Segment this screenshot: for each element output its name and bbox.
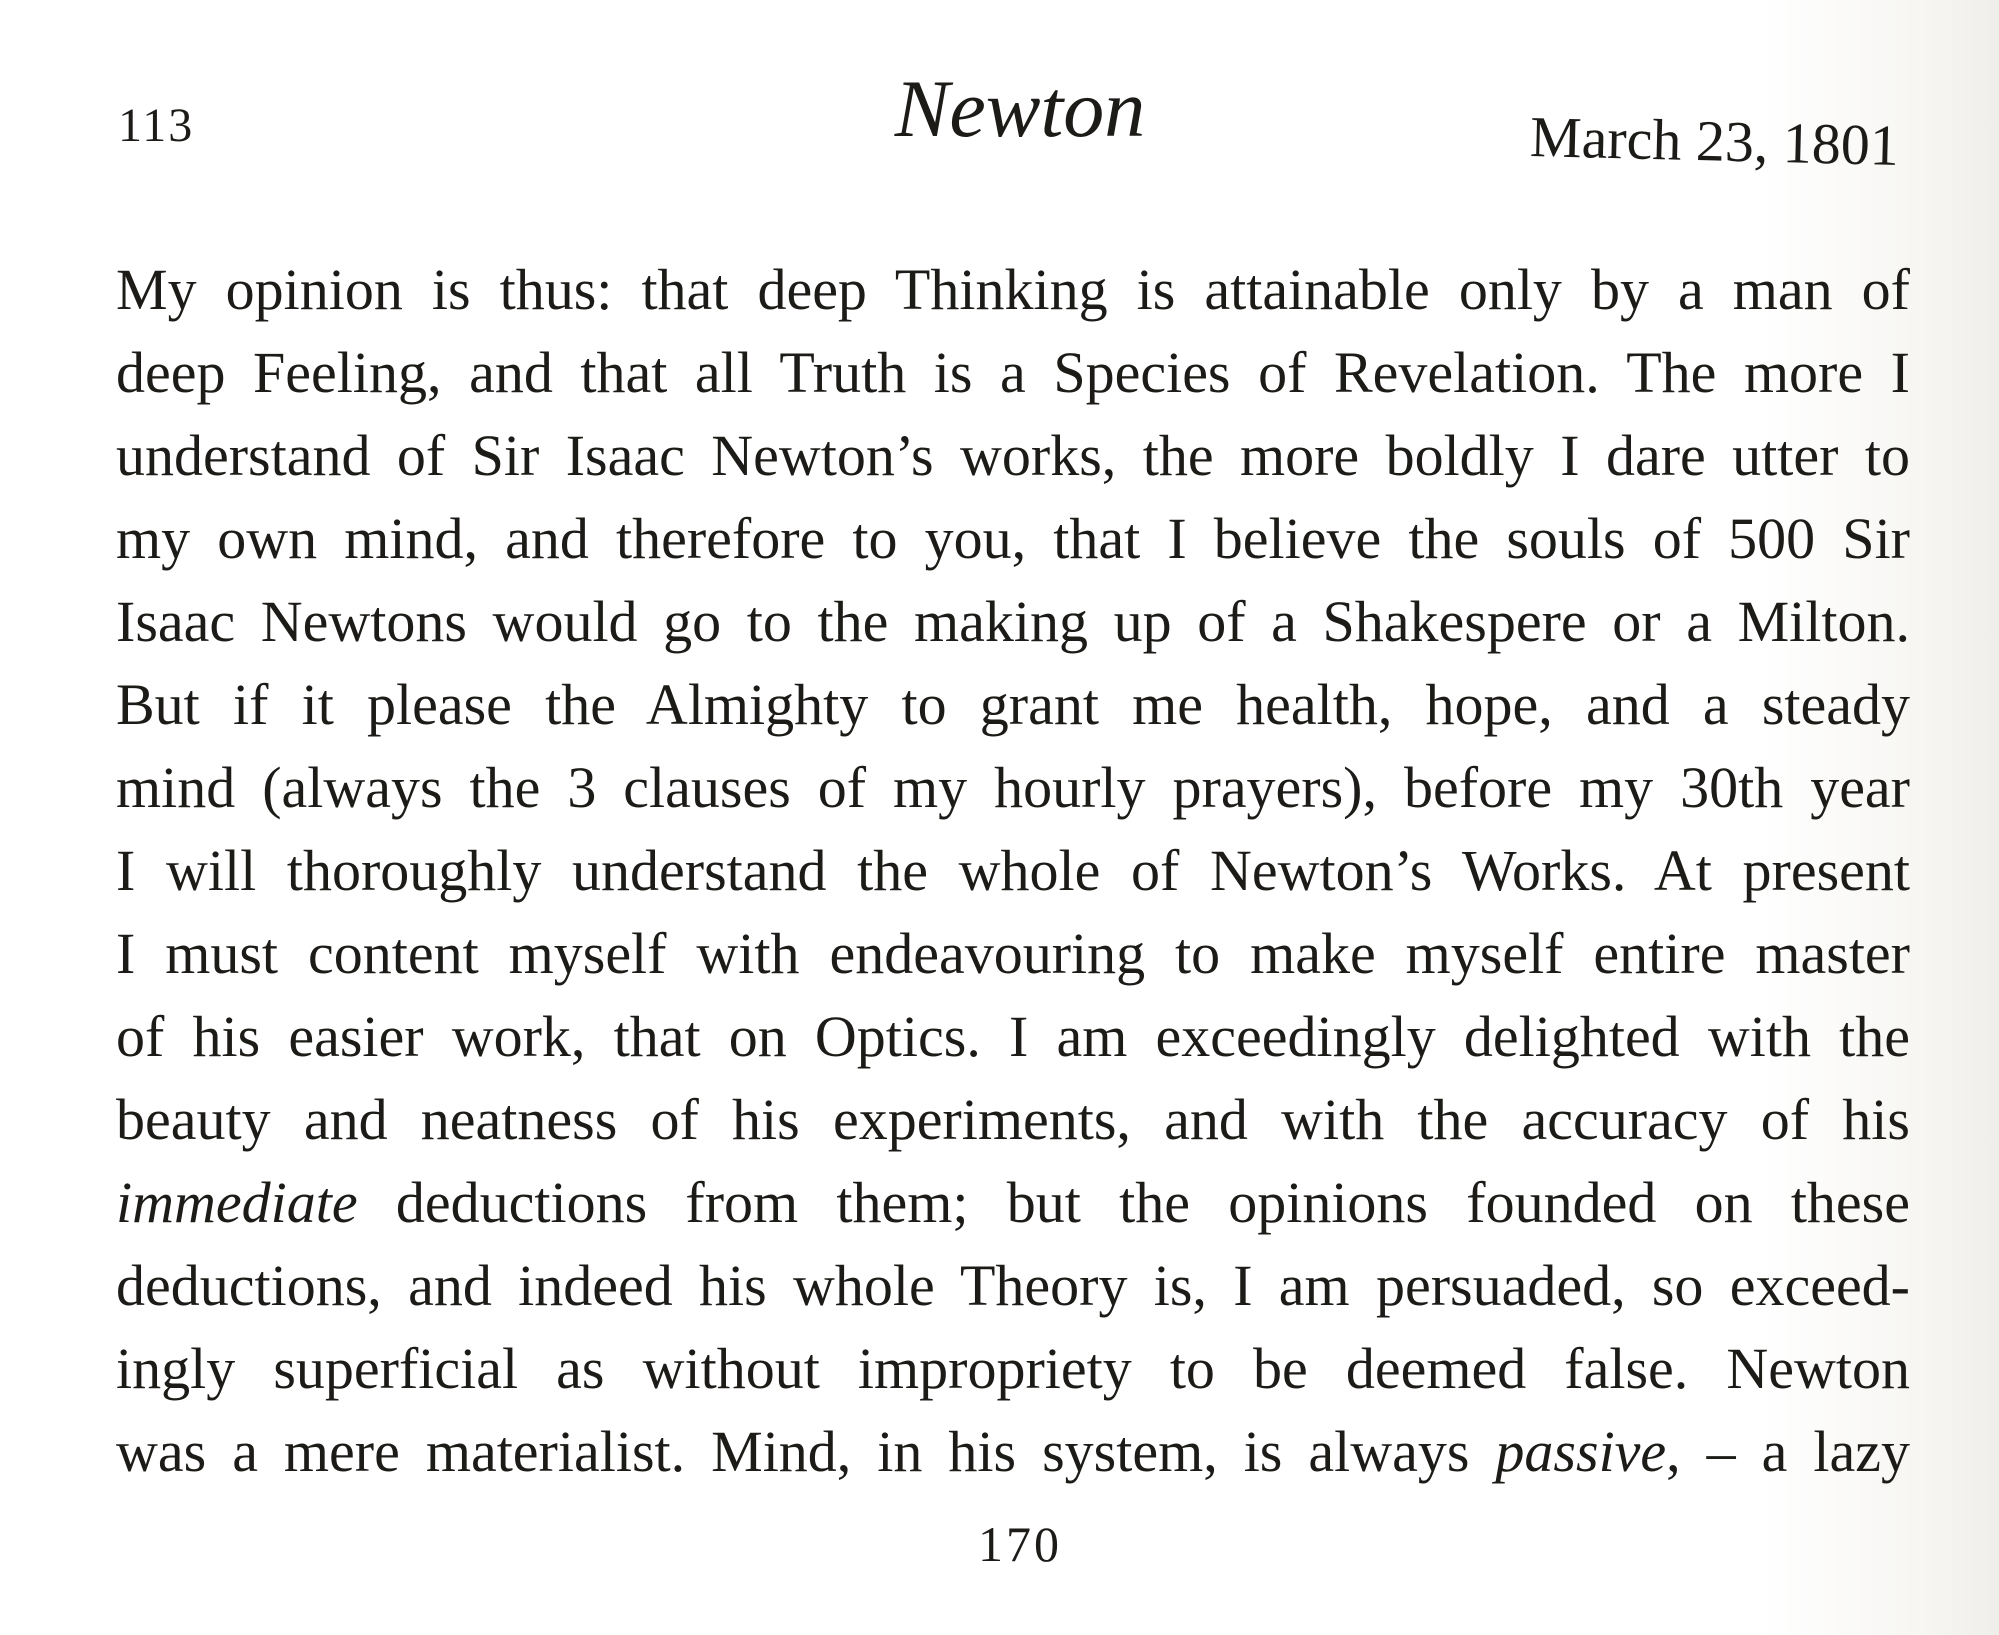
chapter-title: Newton <box>894 63 1146 154</box>
text-line: my own mind, and therefore to you, that I believe the souls of 500 Sir <box>116 506 1910 571</box>
letter-date: March 23, 1801 <box>1529 103 1900 178</box>
text-line: Isaac Newtons would go to the making up of a Shakespere or a Milton. <box>116 589 1910 654</box>
text-line: I will thoroughly understand the whole of Newton’s Works. At present <box>116 838 1910 903</box>
text-line: understand of Sir Isaac Newton’s works, the more boldly I dare utter to <box>116 423 1910 488</box>
text-line: I must content myself with endeavouring to make myself entire master <box>116 921 1910 986</box>
text-line: beauty and neatness of his experiments, and with the accuracy of his <box>116 1087 1910 1152</box>
text-line: My opinion is thus: that deep Thinking is attainable only by a man of <box>116 257 1910 322</box>
text-line: was a mere materialist. Mind, in his system, is always passive, – a lazy <box>116 1419 1910 1484</box>
italic-emphasis: passive <box>1495 1419 1667 1484</box>
text-line: deductions, and indeed his whole Theory is, I am persuaded, so exceed- <box>116 1253 1910 1318</box>
text-line: ingly superficial as without impropriety to be deemed false. Newton <box>116 1336 1910 1401</box>
text-line: of his easier work, that on Optics. I am exceedingly delighted with the <box>116 1004 1910 1069</box>
italic-emphasis: immediate <box>116 1170 358 1235</box>
text-line: But if it please the Almighty to grant me health, hope, and a steady <box>116 672 1910 737</box>
page-number: 170 <box>978 1516 1062 1572</box>
letter-number: 113 <box>118 99 195 152</box>
text-line: deep Feeling, and that all Truth is a Species of Revelation. The more I <box>116 340 1910 405</box>
text-line: immediate deductions from them; but the opinions founded on these <box>116 1170 1910 1235</box>
running-head <box>0 0 1999 200</box>
text-line: mind (always the 3 clauses of my hourly prayers), before my 30th year <box>116 755 1910 820</box>
body-text <box>116 248 1910 1493</box>
